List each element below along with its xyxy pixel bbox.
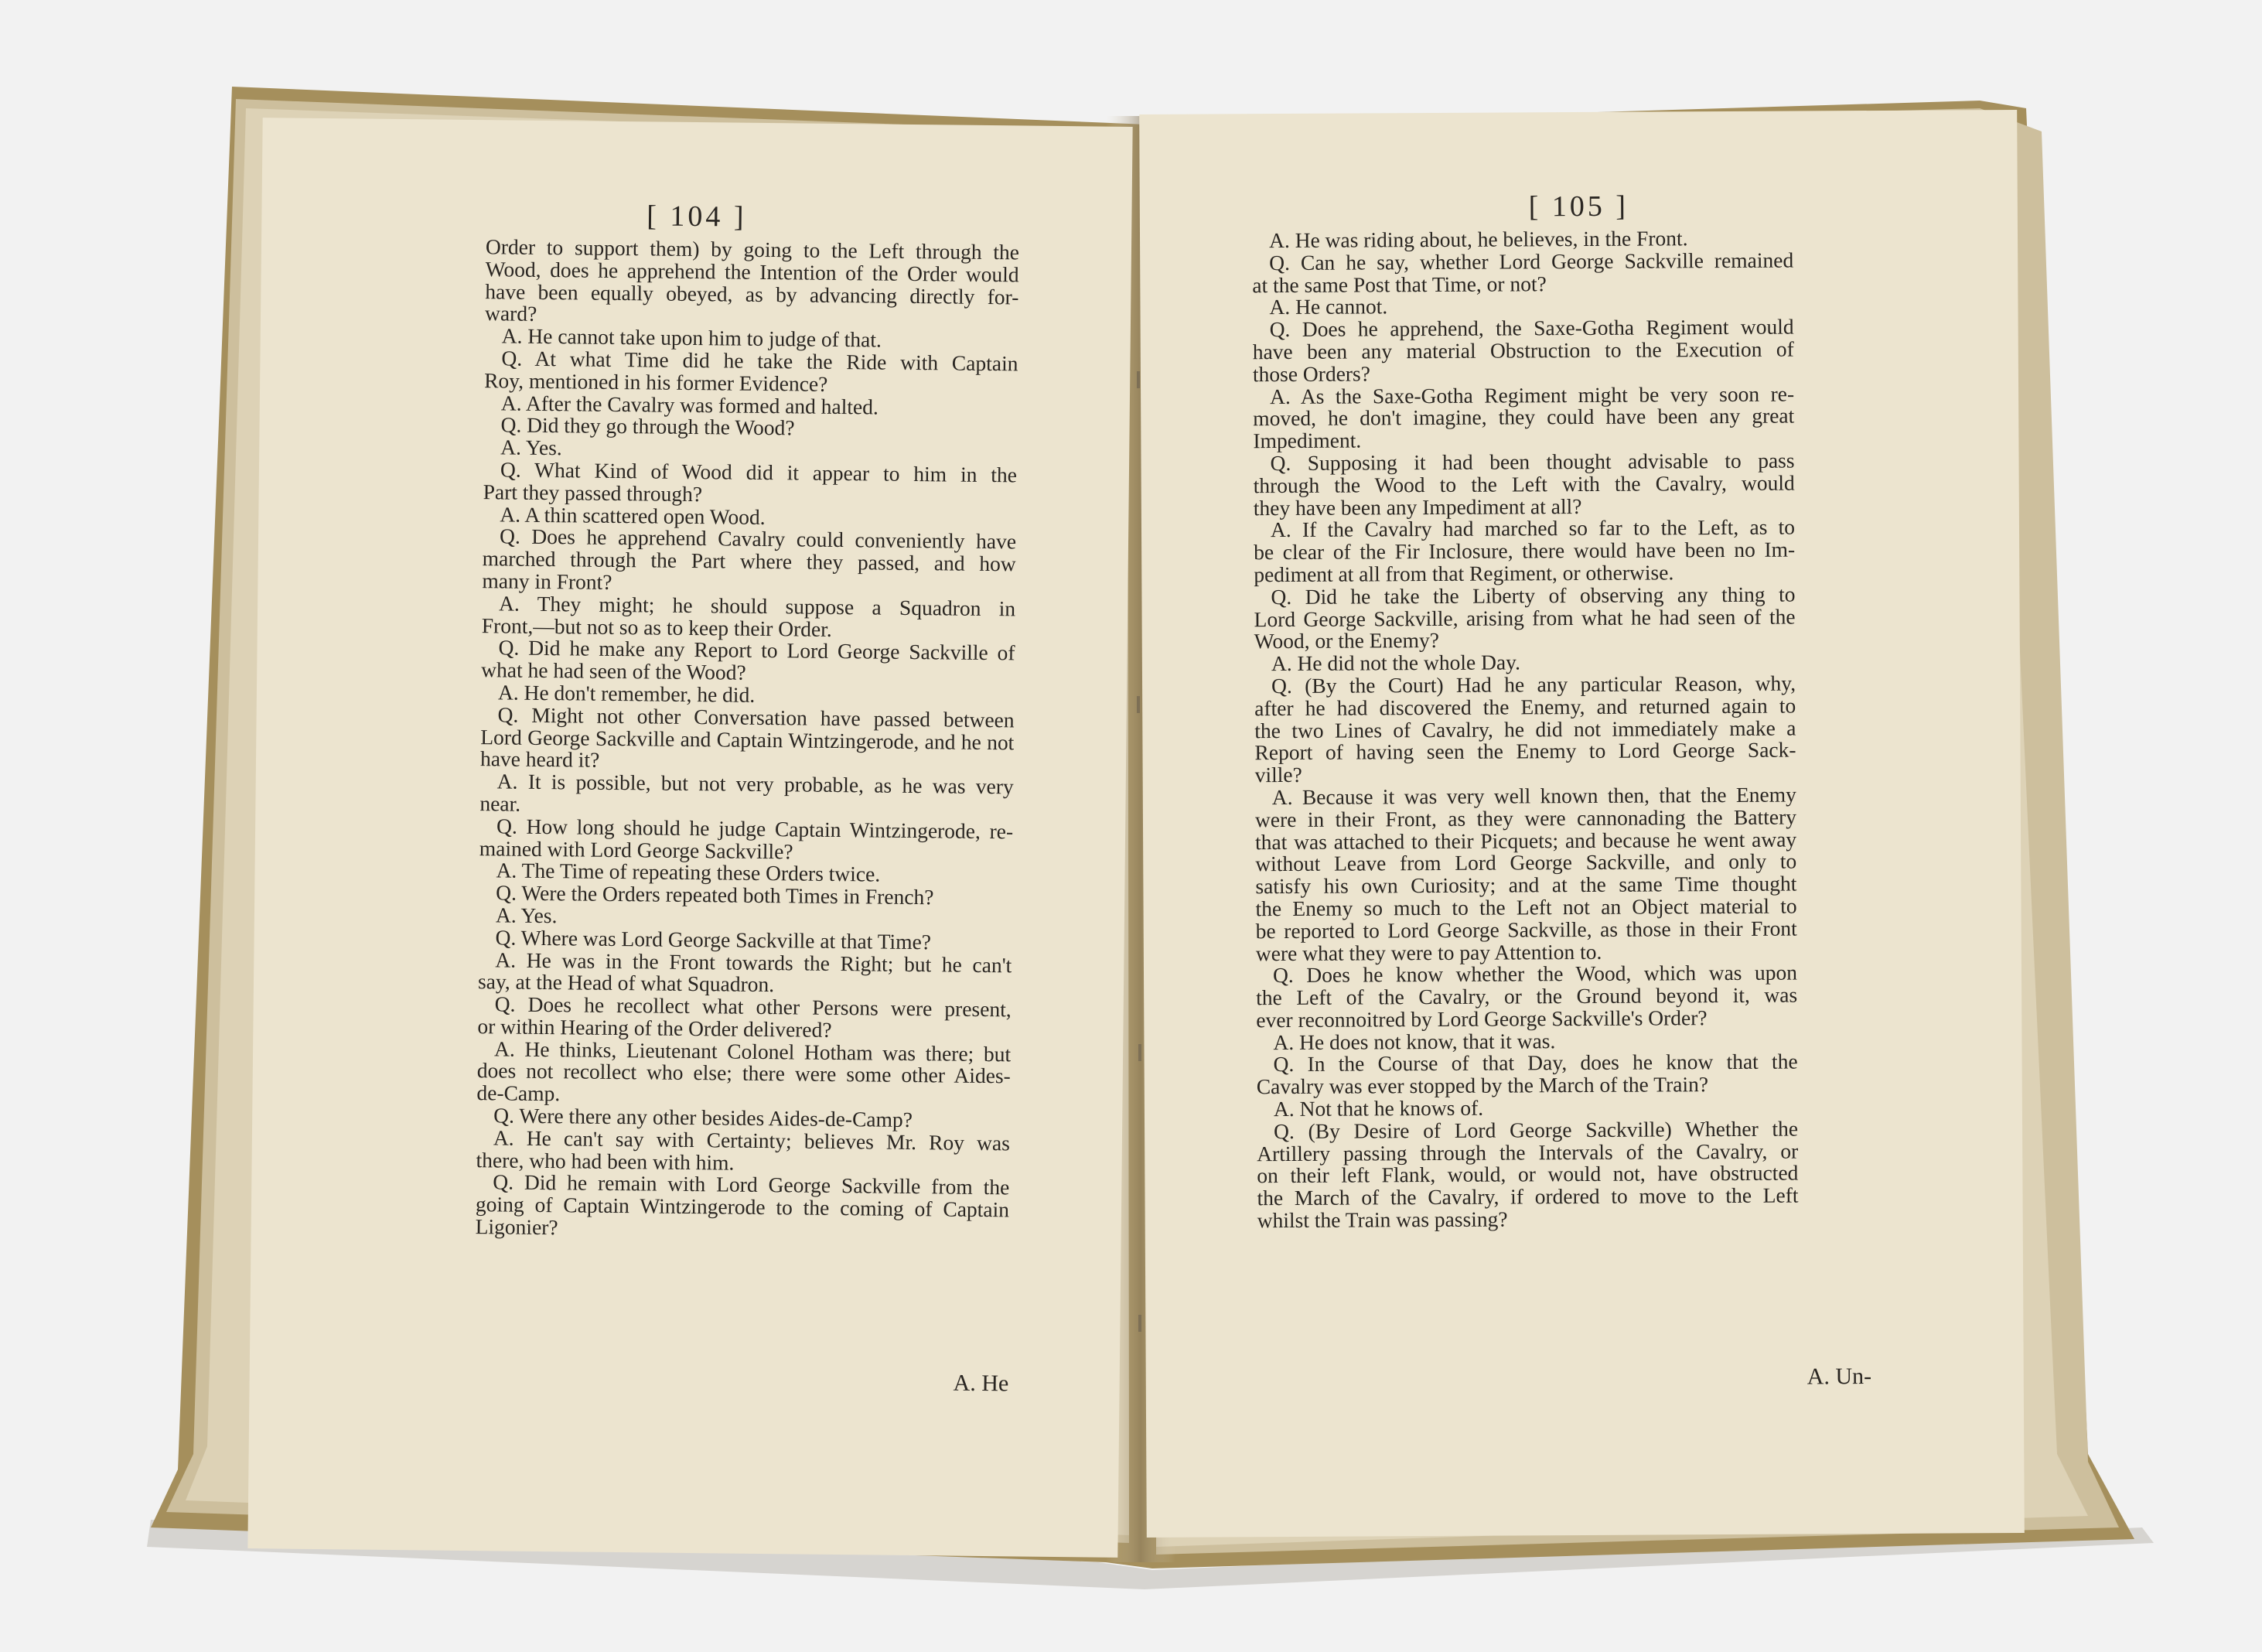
text-line: Impediment. [1253,428,1362,453]
text-line: satisfy his own Curiosity; and at the same Time thought [1255,871,1797,899]
text-line: there, who had been with him. [476,1147,735,1175]
left-page-text [476,236,1020,1244]
text-line: on their left Flank, would, or would not, have obstructed [1257,1161,1799,1188]
text-line: moved, he don't imagine, they could have been any great [1253,403,1795,431]
text-line: Q. At what Time did he take the Ride with Captain [501,346,1018,376]
text-line: be clear of the Fir Inclosure, there would have been no Im- [1254,537,1796,565]
text-line: ever reconnoitred by Lord George Sackville's Order? [1256,1005,1708,1032]
text-line: that was attached to their Picquets; and because he went away [1255,827,1797,854]
text-line: after he had discovered the Enemy, and returned again to [1254,693,1796,720]
text-line: A. He thinks, Lieutenant Colonel Hotham was there; but [493,1036,1012,1067]
text-line: have heard it? [479,746,600,773]
text-line: many in Front? [482,568,612,594]
text-line: ville? [1254,763,1302,787]
text-line: what he had seen of the Wood? [481,657,746,684]
text-line: A. He don't remember, he did. [497,680,756,707]
left-page-number: [ 104 ] [647,200,747,234]
text-line: Roy, mentioned in his former Evidence? [484,367,828,396]
text-line: Q. Did he take the Liberty of observing any thing to [1271,582,1796,609]
text-line: Q. Did they go through the Wood? [500,412,795,440]
text-line: be reported to Lord George Sackville, as those in their Front [1255,916,1797,943]
text-line: were what they were to pay Attention to. [1255,939,1602,965]
text-line: the Left of the Cavalry, or the Ground beyond it, was [1256,982,1798,1010]
text-line: Ligonier? [475,1214,558,1240]
text-line: A. The Time of repeating these Orders twice. [496,858,881,886]
text-line: at the same Post that Time, or not? [1252,271,1547,297]
text-line: does not recollect who else; there were some other Aides- [476,1058,1011,1088]
text-line: the March of the Cavalry, if ordered to move to the Left [1257,1183,1799,1210]
text-line: without Leave from Lord George Sackville, and only to [1255,848,1797,876]
text-line: Q. Might not other Conversation have passed between [497,702,1015,732]
text-line: near. [479,791,521,816]
right-catchword: A. Un- [1807,1364,1872,1390]
text-line: Lord George Sackville, arising from what he had seen of the [1254,604,1796,631]
text-line: Order to support them) by going to the Left through the [485,234,1020,265]
right-page [1139,110,2025,1538]
left-page [247,118,1132,1558]
text-line: Q. Does he know whether the Wood, which was upon [1272,960,1798,988]
text-line: Q. Where was Lord George Sackville at that Time? [495,925,932,954]
text-line: whilst the Train was passing? [1257,1207,1508,1233]
text-line: A. He cannot. [1269,294,1388,319]
text-line: Q. Does he apprehend, the Saxe-Gotha Regiment would [1269,314,1794,342]
text-line: say, at the Head of what Squadron. [477,969,775,997]
text-line: Q. (By Desire of Lord George Sackville) Whether the [1273,1116,1799,1143]
text-line: Q. Did he make any Report to Lord George Sackville of [498,635,1015,665]
text-line: were in their Front, as they were cannonading the Battery [1254,804,1797,831]
text-line: A. He cannot take upon him to judge of that. [501,323,882,352]
text-line: pediment at all from that Regiment, or otherwise. [1254,560,1674,587]
text-line: Q. Can he say, whether Lord George Sackville remained [1269,247,1794,275]
text-line: marched through the Part where they passed, and how [482,546,1016,576]
text-line: going of Captain Wintzingerode to the coming of Captain [475,1192,1010,1222]
text-line: Q. Were there any other besides Aides-de-Camp? [493,1103,913,1132]
text-line: A. After the Cavalry was formed and halted. [500,390,879,419]
text-line: A. Because it was very well known then, that the Enemy [1271,782,1796,810]
text-line: have been any material Obstruction to the Execution of [1252,336,1794,364]
text-line: Report of having seen the Enemy to Lord George Sack- [1254,737,1796,765]
text-line: Q. (By the Court) Had he any particular Reason, why, [1271,671,1796,698]
text-line: those Orders? [1252,361,1370,387]
text-line: Wood, or the Enemy? [1254,628,1439,654]
text-line: the two Lines of Cavalry, he did not immediately make a [1254,715,1796,742]
text-line: Cavalry was ever stopped by the March of the Train? [1256,1072,1709,1099]
text-line: Q. What Kind of Wood did it appear to him in the [500,457,1018,487]
text-line: A. It is possible, but not very probable, as he was very [496,769,1014,799]
text-line: mained with Lord George Sackville? [479,835,793,863]
text-line: Q. Does he recollect what other Persons were present, [494,992,1012,1022]
text-line: A. He was riding about, he believes, in the Front. [1268,226,1688,253]
text-line: A. If the Cavalry had marched so far to the Left, as to [1270,514,1796,542]
text-line: have been equally obeyed, as by advancing directly for- [485,278,1019,309]
text-line: A. He does not know, that it was. [1273,1028,1556,1054]
text-line: Wood, does he apprehend the Intention of the Order would [485,256,1019,287]
text-line: A. Yes. [495,903,558,928]
text-line: Q. Supposing it had been thought advisable to pass [1270,448,1795,476]
text-line: Q. Were the Orders repeated both Times in French? [496,880,934,910]
text-line: or within Hearing of the Order delivered? [477,1014,832,1042]
text-line: through the Wood to the Left with the Cavalry, would [1253,470,1795,497]
text-line: de-Camp. [476,1080,561,1106]
text-line: Front,—but not so as to keep their Order. [481,613,832,641]
right-page-number: [ 105 ] [1528,189,1629,224]
text-line: Artillery passing through the Intervals of the Cavalry, or [1257,1138,1799,1166]
text-line: Q. Does he apprehend Cavalry could conveniently have [499,524,1017,554]
text-line: A. As the Saxe-Gotha Regiment might be very soon re- [1270,381,1795,408]
text-line: A. He can't say with Certainty; believes Mr. Roy was [493,1125,1011,1155]
text-line: A. Not that he knows of. [1273,1095,1484,1121]
text-line: Q. Did he remain with Lord George Sackville from the [493,1169,1010,1200]
text-line: Part they passed through? [483,479,703,506]
text-line: Q. In the Course of that Day, does he know that the [1273,1050,1798,1077]
text-line: the Enemy so much to the Left not an Object material to [1255,893,1797,921]
text-line: Q. How long should he judge Captain Wintzingerode, re- [496,814,1014,844]
text-line: A. Yes. [500,435,562,460]
text-line: A. He was in the Front towards the Right; but he can't [495,947,1012,977]
text-line: Lord George Sackville and Captain Wintzingerode, and he not [480,724,1015,754]
text-line: ward? [484,301,537,326]
text-line: A. A thin scattered open Wood. [500,501,766,529]
text-line: A. He did not the whole Day. [1271,650,1521,676]
right-page-text [1252,227,1799,1233]
text-line: they have been any Impediment at all? [1253,493,1582,520]
left-catchword: A. He [953,1370,1009,1397]
text-line: A. They might; he should suppose a Squadron in [499,591,1016,621]
